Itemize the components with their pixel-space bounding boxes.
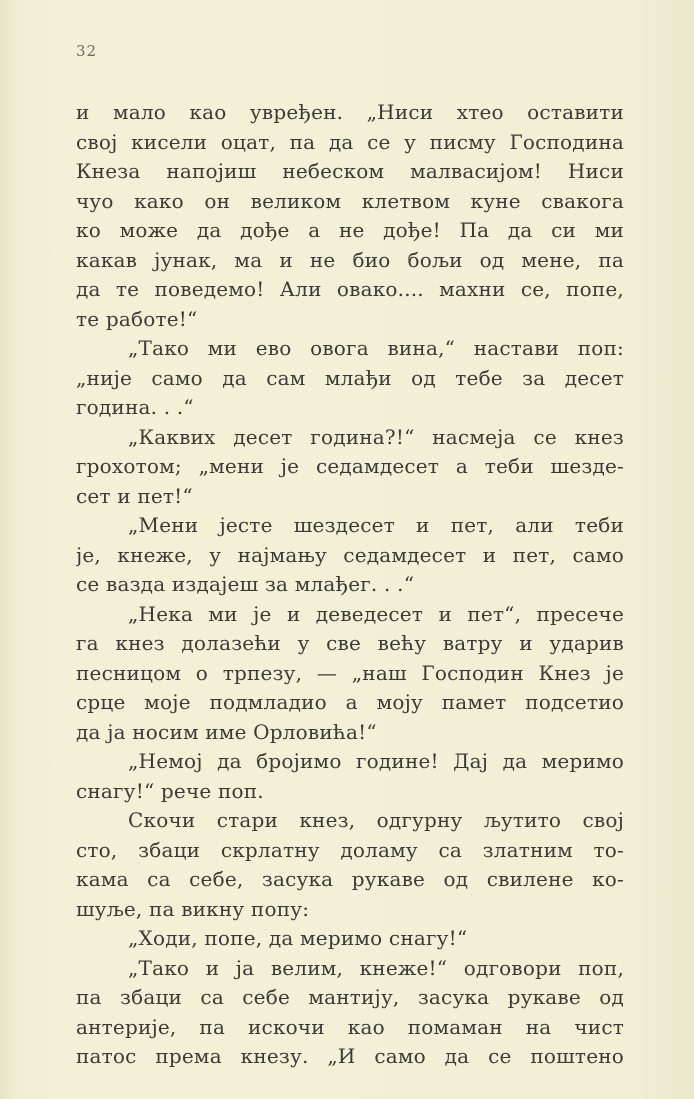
text-line: патос према кнезу. „И само да се поштено [76,1044,624,1068]
text-line: срце моје подмладио а моју памет подсетио [76,690,624,714]
text-line: сет и пет!“ [76,483,193,508]
text-line: га кнез долазећи у све већу ватру и ударив [76,631,624,655]
text-line: грохотом; „мени је седамдесет а теби шезде- [76,454,624,478]
text-line: чуо како он великом клетвом куне свакога [76,188,624,213]
body-text [76,98,624,1072]
text-line: кама са себе, засука рукаве од свилене ко- [76,867,624,891]
text-line: година. . .“ [76,395,194,419]
text-line: „Мени јесте шездесет и пет, али теби [128,513,624,537]
text-line: „Немој да бројимо године! Дај да меримо [128,749,624,773]
text-line: ко може да дође а не дође! Па да си ми [76,218,624,242]
text-line: „није само да сам млађи од тебе за десет [76,365,624,390]
text-line: снагу!“ рече поп. [76,778,264,803]
text-line: песницом о трпезу, — „наш Господин Кнез је [76,660,624,685]
text-line: да те поведемо! Али овако.... махни се, попе, [76,277,624,301]
text-line: „Тако и ја велим, кнеже!“ одговори поп, [128,955,624,980]
text-line: те работе!“ [76,306,198,331]
text-line: „Ходи, попе, да меримо снагу!“ [128,926,468,950]
text-line: свој кисели оцат, па да се у писму Господина [76,129,624,154]
text-line: је, кнеже, у најмању седамдесет и пет, само [76,542,624,567]
text-line: сто, збаци скрлатну доламу са златним то- [76,837,624,862]
text-line: и мало као увређен. „Ниси хтео оставити [76,100,624,124]
text-line: „Тако ми ево овога вина,“ настави поп: [128,336,624,360]
text-line: Скочи стари кнез, одгурну љутито свој [128,808,624,832]
text-line: антерије, па искочи као помаман на чист [76,1014,624,1039]
text-line: „Каквих десет година?!“ насмеја се кнез [128,424,624,449]
text-line: шуље, па викну попу: [76,896,310,921]
text-line: Кнеза напојиш небеском малвасијом! Ниси [76,159,624,183]
text-line: па збаци са себе мантију, засука рукаве од [76,985,624,1009]
page-number: 32 [76,42,98,60]
text-line: какав јунак, ма и не био бољи од мене, па [76,247,624,272]
text-line: „Нека ми је и деведесет и пет“, пресече [128,601,624,626]
text-line: да ја носим име Орловића!“ [76,719,377,744]
text-line: се вазда издајеш за млађег. . .“ [76,572,415,596]
